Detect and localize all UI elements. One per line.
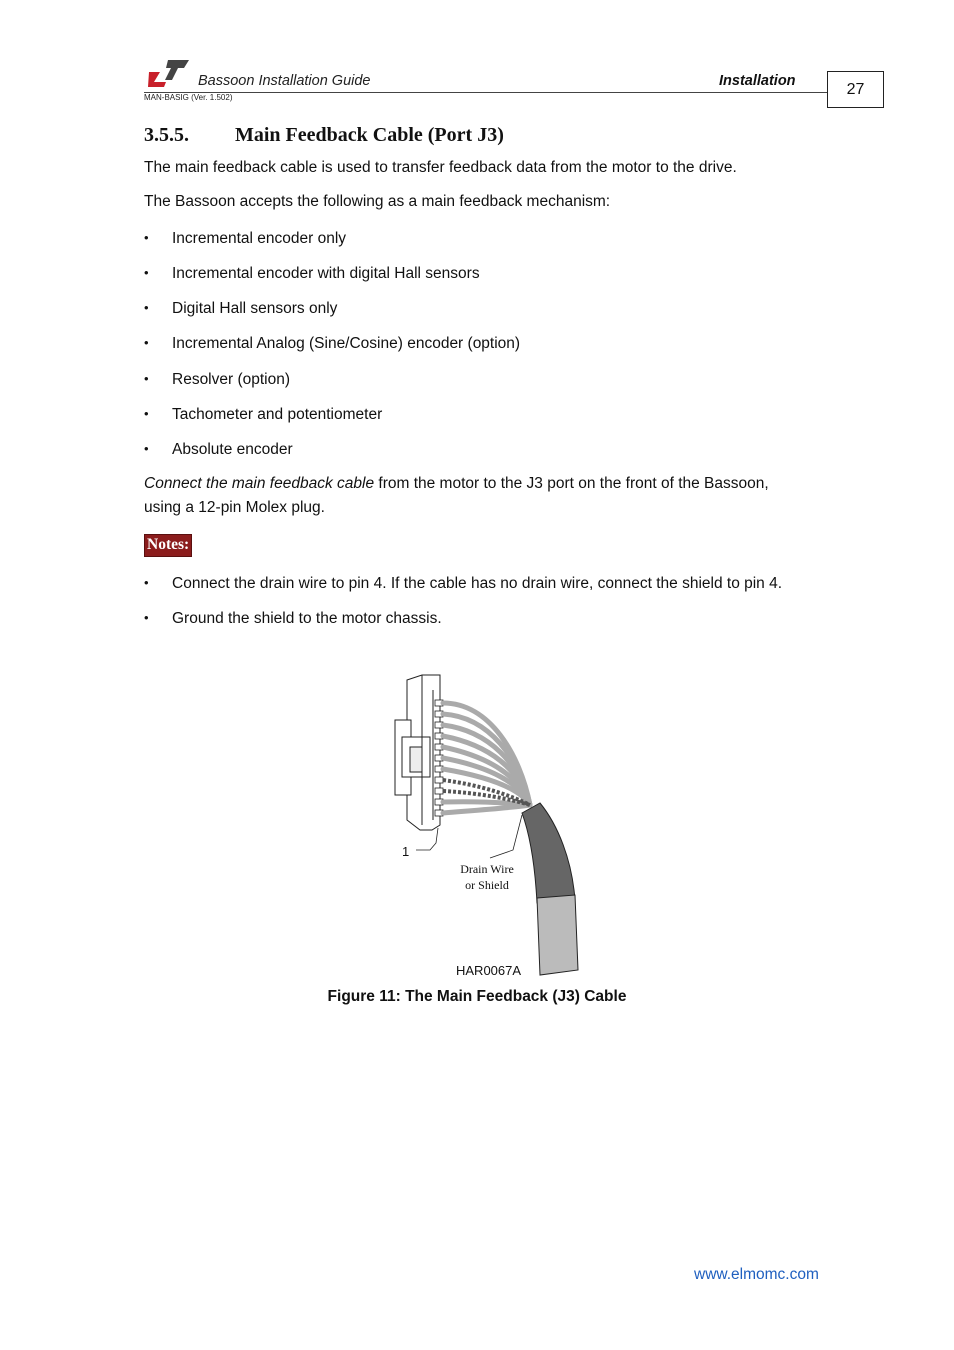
figure-code: HAR0067A	[456, 963, 522, 978]
document-version: MAN-BASIG (Ver. 1.502)	[144, 93, 233, 102]
note-item: • Ground the shield to the motor chassis.	[144, 610, 442, 627]
intro-paragraph: The main feedback cable is used to transfer feedback data from the motor to the drive.	[144, 159, 737, 176]
feedback-cable-figure	[380, 665, 640, 985]
cable-jacket	[537, 895, 578, 975]
drain-label-line1: Drain Wire	[460, 862, 514, 876]
accepts-paragraph: The Bassoon accepts the following as a main feedback mechanism:	[144, 193, 611, 210]
list-item: • Absolute encoder	[144, 441, 293, 458]
list-item: • Incremental encoder only	[144, 230, 347, 247]
elmo-logo	[148, 58, 190, 88]
drain-label-line2: or Shield	[465, 878, 509, 892]
list-item: • Resolver (option)	[144, 371, 291, 388]
figure-caption: Figure 11: The Main Feedback (J3) Cable	[327, 988, 627, 1005]
list-item: • Digital Hall sensors only	[144, 300, 338, 317]
cable-wires	[443, 703, 530, 813]
header-rule	[144, 92, 828, 93]
molex-connector	[395, 675, 440, 830]
list-item: • Incremental Analog (Sine/Cosine) encoder (option)	[144, 335, 521, 352]
note-item: • Connect the drain wire to pin 4. If the cable has no drain wire, connect the shield to pin 4.	[144, 575, 783, 592]
pin-one-label: 1	[402, 844, 410, 859]
header-section: Installation	[719, 73, 796, 89]
notes-label: Notes:	[144, 534, 192, 557]
connect-paragraph: Connect the main feedback cable from the motor to the J3 port on the front of the Bassoon, using a 12-pin Molex plug.	[144, 475, 769, 516]
guide-title: Bassoon Installation Guide	[198, 73, 371, 89]
connect-emphasis: Connect the main feedback cable	[144, 475, 375, 492]
pin-one-leader	[416, 828, 438, 850]
section-title: Main Feedback Cable (Port J3)	[235, 124, 504, 146]
list-item: • Incremental encoder with digital Hall sensors	[144, 265, 480, 282]
footer-link[interactable]: www.elmomc.com	[694, 1266, 819, 1283]
drain-leader	[490, 815, 522, 858]
section-number: 3.5.5.	[144, 124, 189, 146]
section-heading	[144, 124, 504, 147]
cable-shield	[522, 803, 575, 903]
list-item: • Tachometer and potentiometer	[144, 406, 383, 423]
page-number: 27	[827, 71, 884, 108]
